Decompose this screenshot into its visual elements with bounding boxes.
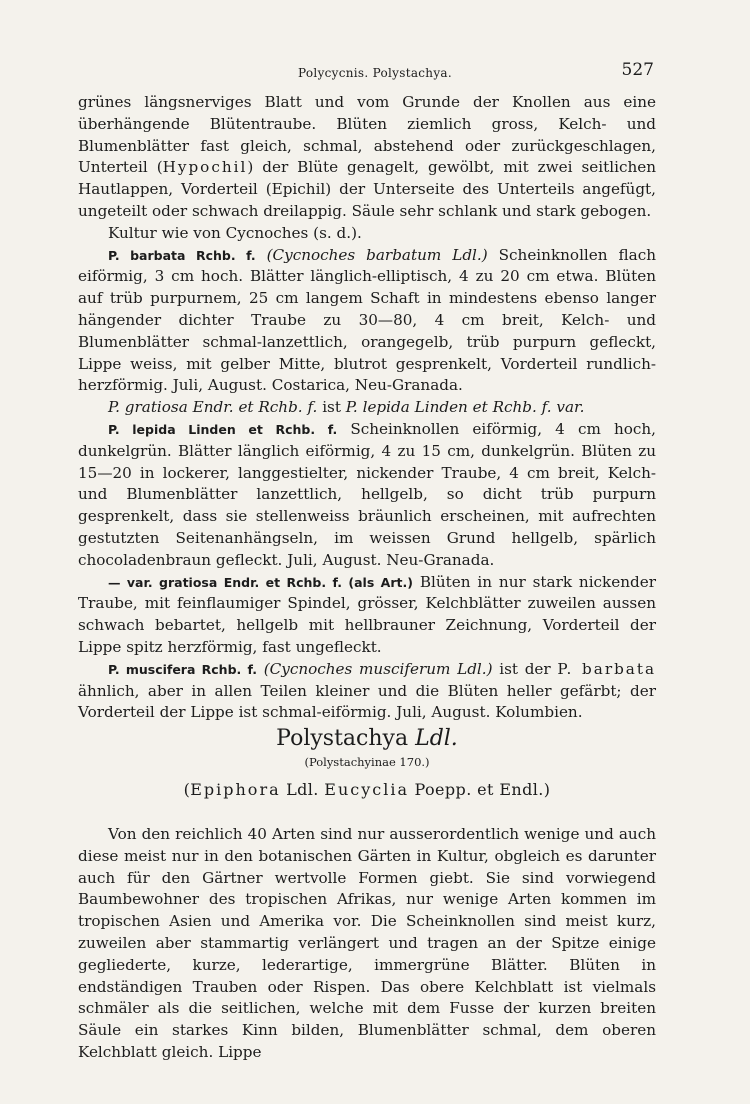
species-ref: P. barbata xyxy=(557,659,657,678)
variety-gratiosa: — var. gratiosa Endr. et Rchb. f. (als Art.) Blüten in nur stark nickender Traube, mit feinflaumiger Spindel, grösser, Kelchblätter zuweilen aussen schwach bebartet, hellgelb mit hellbrauner Zeichnung, Vorderteil der Lippe spitz herzförmig, fast ungefleckt. xyxy=(78,572,656,656)
intro-paragraph: Von den reichlich 40 Arten sind nur ausserordentlich wenige und auch diese meist nur in den botanischen Gärten in Kultur, obgleich es darunter auch für den Gärtner wertvolle Formen giebt. Sie sind vorwiegend Baumbewohner des tropischen Afrikas, nur wenige Arten kommen im tropischen Asien und Amerika vor. Die Scheinknollen sind meist kurz, zuweilen aber stammartig verlängert und tragen an der Spitze einige gegliederte, kurze, lederartige, immergrüne Blätter. Blüten in endständigen Trauben oder Rispen. Das obere Kelchblatt ist vielmals schmäler als die seitlichen, welche mit dem Fusse der kurzen breiten Säule ein starkes Kinn bilden, Blumenblätter schmal, dem oberen Kelchblatt gleich. Lippe xyxy=(78,825,656,1061)
genus-description xyxy=(78,92,656,724)
paragraph-culture: Kultur wie von Cycnoches (s. d.). xyxy=(108,223,362,242)
section-heading xyxy=(78,724,656,802)
species-gratiosa-ref: P. gratiosa Endr. et Rchb. f. ist P. lepida Linden et Rchb. f. var. xyxy=(108,398,585,417)
species-barbata: P. barbata Rchb. f. (Cycnoches barbatum Ldl.) Scheinknollen flach eiförmig, 3 cm hoch. Blätter länglich-elliptisch, 4 zu 20 cm etwa. Blüten auf trüb purpurnem, 25 cm langem Schaft in mindestens ebenso langer hängender dichter Traube zu 30—80, 4 cm breit, Kelch- und Blumenblätter schmal-lanzettlich, orangegelb, trüb purpurn gefleckt, Lippe weiss, mit gelber Mitte, blutrot gesprenkelt, Vorderteil rundlich-herzförmig. Juli, August. Costarica, Neu-Granada. xyxy=(78,245,656,395)
variety-name: — var. gratiosa Endr. et Rchb. f. (als Art.) xyxy=(108,574,413,590)
running-head: Polycycnis. Polystachya. xyxy=(298,66,452,80)
genus-intro xyxy=(78,824,656,1064)
species-lepida: P. lepida Linden et Rchb. f. Scheinknollen eiförmig, 4 cm hoch, dunkelgrün. Blätter länglich eiförmig, 4 zu 15 cm, dunkelgrün. Blüten zu 15—20 in lockerer, langgestielter, nickender Traube, 4 cm breit, Kelch- und Blumenblätter lanzettlich, hellgelb, so dicht trüb purpurn gesprenkelt, dass sie stellenweiss bräunlich erscheinen, mit aufrechten gestutzten Seitenanhängseln, im weissen Grund hellgelb, spärlich chocoladenbraun gefleckt. Juli, August. Neu-Granada. xyxy=(78,419,657,569)
species-name: P. barbata Rchb. f. xyxy=(108,247,256,263)
genus-title: Polystachya Ldl. xyxy=(276,726,458,751)
paragraph-description: grünes längsnerviges Blatt und vom Grunde der Knollen aus eine überhängende Blütentraube. Blüten ziemlich gross, Kelch- und Blumenblätter fast gleich, schmal, abstehend oder zurückgeschlagen, Unterteil (Hypochil) der Blüte genagelt, gewölbt, mit zwei seitlichen Hautlappen, Vorderteil (Epichil) der Unterseite des Unterteils angefügt, ungeteilt oder schwach dreilappig. Säule sehr schlank und stark gebogen. xyxy=(78,93,656,220)
species-muscifera: P. muscifera Rchb. f. (Cycnoches musciferum Ldl.) ist der P. barbata ähnlich, aber in allen Teilen kleiner und die Blüten heller gefärbt; der Vorderteil der Lippe ist schmal-eiförmig. Juli, August. Kolumbien. xyxy=(78,659,657,722)
species-name: P. lepida Linden et Rchb. f. xyxy=(108,421,338,437)
species-name: P. muscifera Rchb. f. xyxy=(108,661,257,677)
genus-synonyms: (Epiphora Ldl. Eucyclia Poepp. et Endl.) xyxy=(183,780,551,799)
synonym: (Cycnoches musciferum Ldl.) xyxy=(263,659,493,678)
synonym: (Cycnoches barbatum Ldl.) xyxy=(266,245,488,264)
page-number: 527 xyxy=(621,60,654,80)
genus-subtitle: (Polystachyinae 170.) xyxy=(304,755,430,769)
genus-author: Ldl. xyxy=(415,726,458,751)
term-hypochil: Hypochil xyxy=(162,158,248,177)
